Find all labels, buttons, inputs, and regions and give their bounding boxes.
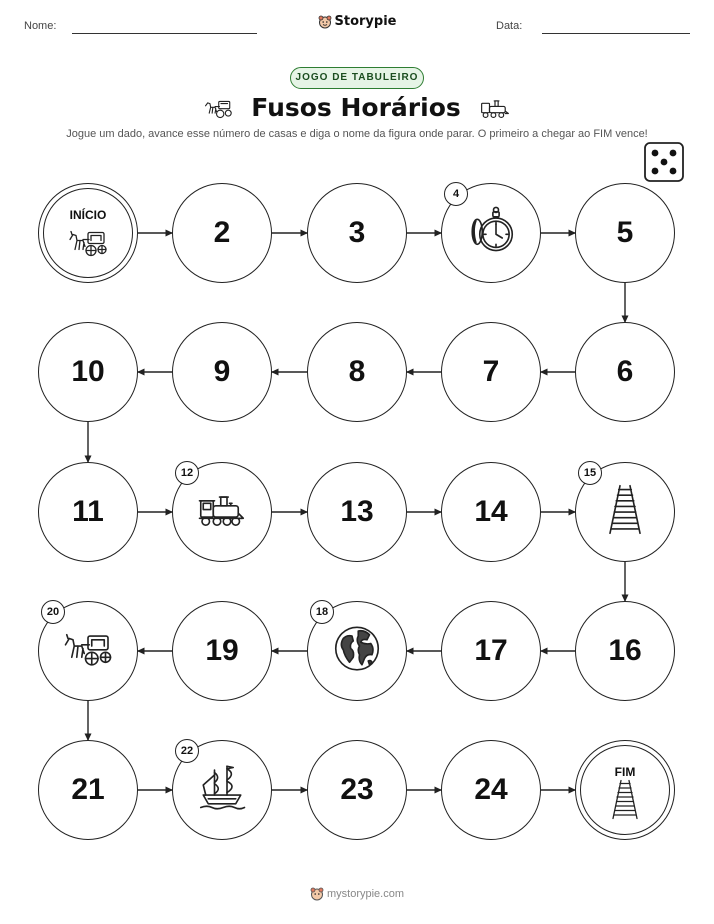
board-space-início — [38, 183, 138, 283]
space-number: 24 — [474, 773, 508, 806]
pocket-watch-icon — [466, 206, 516, 261]
space-number: 19 — [205, 634, 239, 667]
board-space-18 — [307, 601, 407, 701]
space-number: 6 — [616, 355, 634, 388]
space-number: 16 — [608, 634, 642, 667]
space-number-badge: 15 — [578, 461, 602, 485]
space-number: 13 — [340, 495, 374, 528]
board-space-19 — [172, 601, 272, 701]
board-space-20 — [38, 601, 138, 701]
board-space-22 — [172, 740, 272, 840]
board-space-4 — [441, 183, 541, 283]
board-space-9 — [172, 322, 272, 422]
horse-carriage-icon — [68, 227, 108, 262]
board-space-3 — [307, 183, 407, 283]
railroad-track-icon — [609, 779, 641, 824]
space-number-badge: 20 — [41, 600, 65, 624]
board-space-11 — [38, 462, 138, 562]
board-space-16 — [575, 601, 675, 701]
space-label: INÍCIO — [69, 208, 107, 222]
space-number: 21 — [71, 773, 105, 806]
board-space-21 — [38, 740, 138, 840]
board-space-fim — [575, 740, 675, 840]
board-space-6 — [575, 322, 675, 422]
railroad-track-icon — [605, 485, 645, 540]
sailing-ship-icon — [197, 763, 247, 818]
globe-icon — [332, 624, 382, 679]
horse-carriage-icon — [63, 630, 113, 673]
page-title: Fusos Horários — [251, 93, 461, 122]
space-number: 5 — [616, 216, 634, 249]
board-space-7 — [441, 322, 541, 422]
board-space-13 — [307, 462, 407, 562]
space-number-badge: 18 — [310, 600, 334, 624]
board-space-8 — [307, 322, 407, 422]
space-label: FIM — [614, 765, 636, 779]
storypie-logo-icon — [310, 887, 324, 901]
space-number: 17 — [474, 634, 508, 667]
space-number: 2 — [213, 216, 231, 249]
brand-name: Storypie — [334, 14, 397, 29]
board-space-10 — [38, 322, 138, 422]
board-space-12 — [172, 462, 272, 562]
board-space-5 — [575, 183, 675, 283]
name-label: Nome: — [24, 20, 57, 32]
space-number: 7 — [482, 355, 500, 388]
space-number: 10 — [71, 355, 105, 388]
instructions: Jogue um dado, avance esse número de casas e diga o nome da figura onde parar. O primeiro a chegar ao FIM vence! — [66, 128, 648, 140]
space-number: 3 — [348, 216, 366, 249]
footer-url[interactable]: mystorypie.com — [326, 887, 405, 900]
space-number-badge: 12 — [175, 461, 199, 485]
board-space-14 — [441, 462, 541, 562]
board-space-17 — [441, 601, 541, 701]
footer — [0, 887, 714, 901]
space-number-badge: 4 — [444, 182, 468, 206]
space-number-badge: 22 — [175, 739, 199, 763]
board-space-23 — [307, 740, 407, 840]
space-number: 14 — [474, 495, 508, 528]
steam-train-icon — [197, 492, 247, 532]
board-space-2 — [172, 183, 272, 283]
space-number: 23 — [340, 773, 374, 806]
game-type-badge: JOGO DE TABULEIRO — [290, 67, 424, 89]
board-space-24 — [441, 740, 541, 840]
space-number: 9 — [213, 355, 231, 388]
board-space-15 — [575, 462, 675, 562]
space-number: 11 — [72, 495, 104, 528]
date-label: Data: — [496, 20, 523, 32]
space-number: 8 — [348, 355, 366, 388]
